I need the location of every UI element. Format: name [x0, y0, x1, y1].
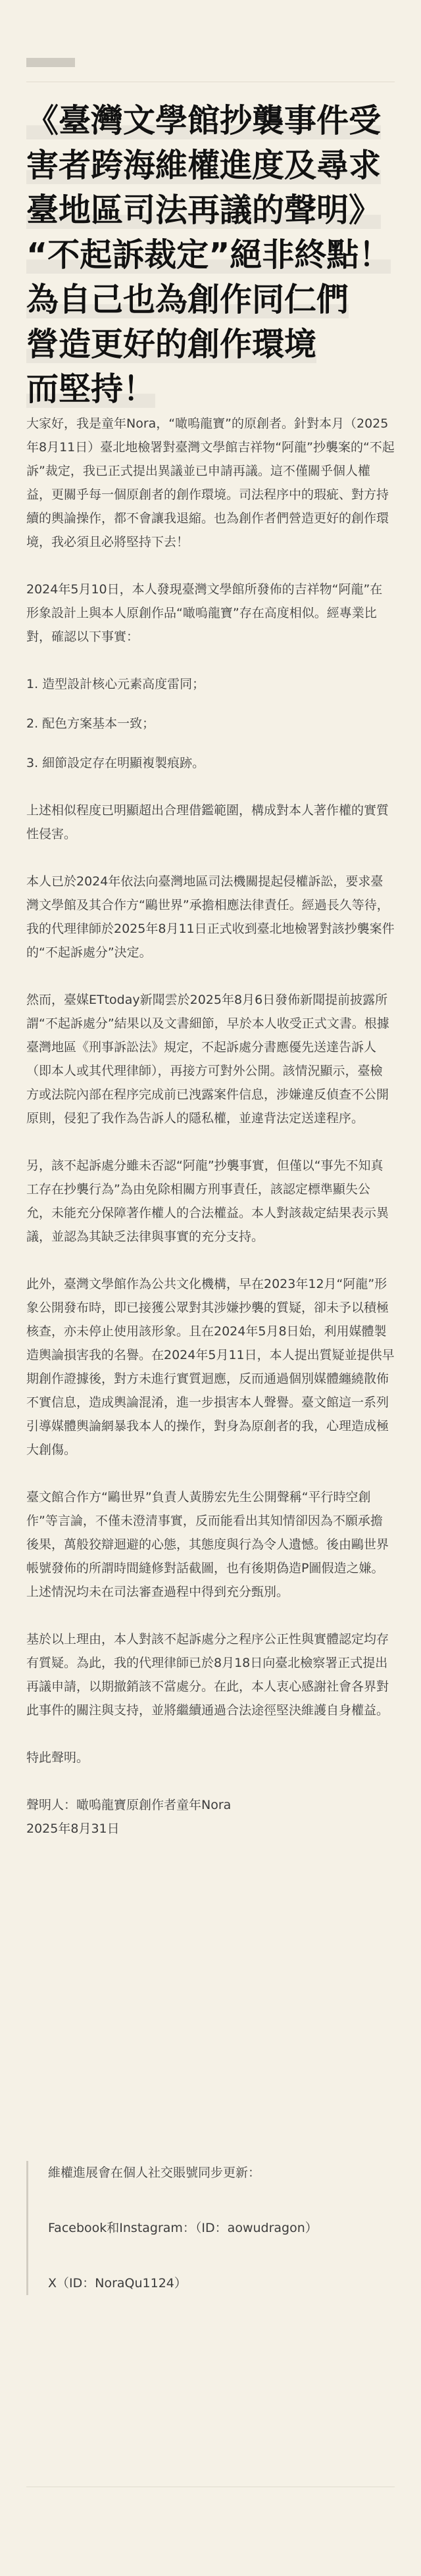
list-item: 2. 配色方案基本一致；	[26, 716, 155, 731]
header-decoration-bar	[26, 58, 75, 67]
article-body	[26, 412, 395, 1841]
social-heading: 維權進展會在個人社交賬號同步更新：	[48, 2166, 261, 2180]
title-line-3: 臺地區司法再議的聲明》	[26, 191, 382, 229]
paragraph-declaration: 特此聲明。	[26, 1750, 89, 1765]
paragraph-infringement: 上述相似程度已明顯超出合理借鑑範圍，構成對本人著作權的實質性侵害。	[26, 803, 389, 841]
social-facebook-instagram: Facebook和Instagram：（ID：aowudragon）	[48, 2221, 318, 2235]
article-title	[26, 99, 401, 412]
paragraph-media-leak: 然而，臺媒ETtoday新聞雲於2025年8月6日發佈新聞提前披露所謂“不起訴處分”結果以及文書細節，早於本人收受正式文書。根據臺灣地區《刑事訴訟法》規定，不起訴處分書應優先送達告訴人（即本人或其代理律師），再接方可對外公開。該情況顯示，臺檢方或法院內部在程序完成前已洩露案件信息，涉嫌違反偵查不公開原則，侵犯了我作為告訴人的隱私權，並違背法定送達程序。	[26, 993, 389, 1126]
paragraph-museum-conduct: 此外，臺灣文學館作為公共文化機構，早在2023年12月“阿龍”形象公開發布時，即已接獲公眾對其涉嫌抄襲的質疑，卻未予以積極核查，亦未停止使用該形象。且在2024年5月8日始，利用媒體製造輿論損害我的名譽。在2024年5月11日，本人提出質疑並提供早期創作證據後，對方未進行實質迴應，反而通過個別媒體纏繞散佈不實信息，造成輿論混淆，進一步損害本人聲譽。臺文館這一系列引導媒體輿論網暴我本人的操作，對身為原創者的我，心理造成極大創傷。	[26, 1277, 395, 1457]
title-line-4: “不起訴裁定”絕非終點！	[26, 236, 391, 274]
facts-list	[26, 672, 395, 775]
title-line-6: 營造更好的創作環境	[26, 326, 317, 363]
paragraph-partner-conduct: 臺文館合作方“鷗世界”負責人黃勝宏先生公開聲稱“平行時空創作”等言論，不僅未澄清事實，反而能看出其知情卻因為不願承擔後果，萬般狡辯迴避的心態，其態度與行為令人遺憾。後由鷗世界帳號發佈的所謂時間縫修對話截圖，也有後期偽造P圖假造之嫌。上述情況均未在司法審查過程中得到充分甄別。	[26, 1490, 389, 1599]
paragraph-lawsuit: 本人已於2024年依法向臺灣地區司法機關提起侵權訴訟，要求臺灣文學館及其合作方“鷗世界”承擔相應法律責任。經過長久等待，我的代理律師於2025年8月11日正式收到臺北地檢署對該抄襲案件的“不起訴處分”決定。	[26, 874, 395, 960]
title-line-2: 害者跨海維權進度及尋求	[26, 147, 382, 184]
title-line-5: 為自己也為創作同仁們	[26, 281, 349, 318]
paragraph-appeal: 基於以上理由，本人對該不起訴處分之程序公正性與實體認定均存有質疑。為此，我的代理律師已於8月18日向臺北檢察署正式提出再議申請，以期撤銷該不當處分。在此，本人衷心感謝社會各界對此事件的關注與支持，並將繼續通過合法途徑堅決維護自身權益。	[26, 1632, 389, 1718]
list-item: 3. 細節設定存在明顯複製痕跡。	[26, 756, 205, 770]
social-updates-block	[26, 2161, 395, 2295]
title-line-7: 而堅持！	[26, 370, 156, 408]
list-item: 1. 造型設計核心元素高度雷同；	[26, 677, 205, 691]
paragraph-discovery: 2024年5月10日，本人發現臺灣文學館所發佈的吉祥物“阿龍”在形象設計上與本人原創作品“噉嗚龍寶”存在高度相似。經專業比對，確認以下事實：	[26, 582, 383, 644]
paragraph-objection: 另，該不起訴處分雖未否認“阿龍”抄襲事實，但僅以“事先不知真工存在抄襲行為”為由免除相關方刑事責任，該認定標準顯失公允，未能充分保障著作權人的合法權益。本人對該裁定結果表示異議，並認為其缺乏法律與事實的充分支持。	[26, 1158, 389, 1244]
title-line-1: 《臺灣文學館抄襲事件受	[26, 102, 382, 139]
date-line: 2025年8月31日	[26, 1821, 120, 1836]
signature-line: 聲明人：噉嗚龍寶原創作者童年Nora	[26, 1798, 232, 1812]
paragraph-intro: 大家好，我是童年Nora，“噉嗚龍寶”的原創者。針對本月（2025年8月11日）臺北地檢署對臺灣文學館吉祥物“阿龍”抄襲案的“不起訴”裁定，我已正式提出異議並已申請再議。這不僅關乎個人權益，更關乎每一個原創者的創作環境。司法程序中的瑕疵、對方持續的輿論操作，都不會讓我退縮。也為創作者們營造更好的創作環境，我必須且必將堅持下去！	[26, 416, 395, 549]
social-x: X（ID：NoraQu1124）	[48, 2276, 187, 2291]
